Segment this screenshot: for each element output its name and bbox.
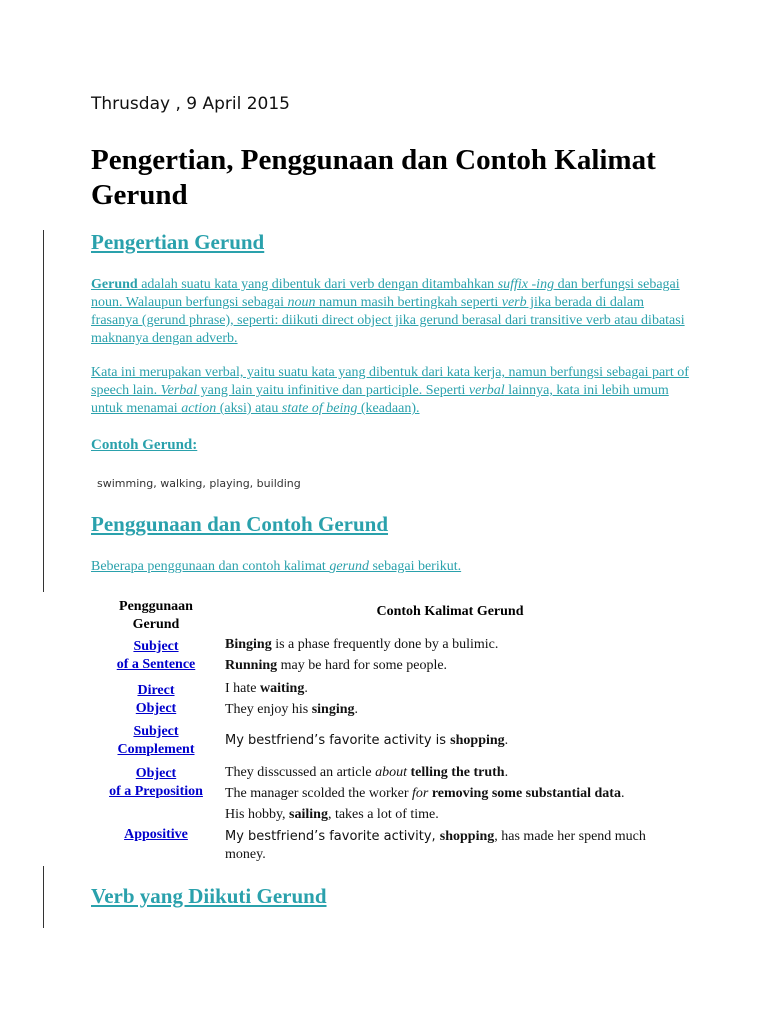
example-sentence bbox=[225, 785, 665, 803]
usage-link-subject-of-sentence[interactable] bbox=[96, 638, 216, 674]
usage-link-object-of-preposition[interactable] bbox=[96, 765, 216, 801]
text: sebagai berikut. bbox=[368, 559, 462, 574]
text: The manager scolded the worker bbox=[225, 786, 412, 801]
text: . bbox=[304, 681, 308, 696]
italic-term: suffix -ing bbox=[497, 277, 555, 292]
margin-change-bar bbox=[43, 230, 44, 592]
usage-line: of a Preposition bbox=[109, 784, 203, 799]
bold-term: Gerund bbox=[91, 277, 138, 292]
text: Kata ini merupakan verbal, yaitu suatu kata yang dibentuk dari kata kerja, namun berfungsi sebagai part of speech lain. bbox=[91, 365, 689, 398]
italic-term: verb bbox=[501, 295, 527, 310]
text: . bbox=[504, 765, 509, 780]
gerund-bold: Binging bbox=[225, 637, 272, 652]
text: His hobby, bbox=[225, 807, 290, 822]
text: (aksi) atau bbox=[216, 401, 282, 416]
example-sentence bbox=[225, 680, 665, 698]
gerund-bold: sailing bbox=[289, 807, 328, 822]
text: . bbox=[504, 733, 509, 748]
gerund-bold: waiting bbox=[259, 681, 305, 696]
table-header-examples: Contoh Kalimat Gerund bbox=[376, 604, 524, 619]
gerund-bold: shopping bbox=[439, 829, 495, 844]
text: , takes a lot of time. bbox=[327, 807, 439, 822]
text: yang lain yaitu infinitive dan participle. Seperti bbox=[197, 383, 469, 398]
italic-term: state of being bbox=[281, 401, 358, 416]
usage-link-appositive[interactable] bbox=[96, 826, 216, 844]
text: namun masih bertingkah seperti bbox=[315, 295, 502, 310]
italic-term: Verbal bbox=[160, 383, 198, 398]
gerund-bold: telling the truth bbox=[410, 765, 505, 780]
example-sentence bbox=[225, 657, 665, 675]
post-date: Thrusday , 9 April 2015 bbox=[91, 94, 291, 114]
example-sentence bbox=[225, 636, 665, 654]
example-sentence bbox=[225, 732, 665, 750]
example-sentence bbox=[225, 764, 665, 782]
section-heading-pengertian[interactable]: Pengertian Gerund bbox=[91, 230, 265, 254]
text: jika berada di dalam frasanya (gerund phrase), seperti: diikuti direct object jika gerund berasal dari transitive verb atau dibatasi maknanya dengan adverb. bbox=[91, 295, 685, 346]
usage-line: Subject bbox=[133, 639, 179, 654]
gerund-bold: singing bbox=[311, 702, 355, 717]
margin-change-bar bbox=[43, 866, 44, 928]
header-line: Gerund bbox=[132, 617, 180, 632]
text: They enjoy his bbox=[225, 702, 312, 717]
usage-link-direct-object[interactable] bbox=[96, 682, 216, 718]
text: . bbox=[620, 786, 625, 801]
paragraph-verbal[interactable] bbox=[91, 364, 691, 418]
usage-line: Object bbox=[135, 766, 177, 781]
header-line: Penggunaan bbox=[119, 599, 193, 614]
italic-term: verbal bbox=[468, 383, 505, 398]
usage-line: Object bbox=[135, 701, 177, 716]
usage-line: Subject bbox=[133, 724, 179, 739]
table-header-usage bbox=[110, 598, 202, 634]
example-sentence bbox=[225, 806, 665, 824]
gerund-examples: swimming, walking, playing, building bbox=[97, 477, 301, 490]
contoh-gerund-heading[interactable]: Contoh Gerund: bbox=[91, 437, 198, 453]
text: They disscussed an article bbox=[225, 765, 376, 780]
italic-term: action bbox=[181, 401, 217, 416]
example-sentence bbox=[225, 701, 665, 719]
section-heading-verb-gerund[interactable]: Verb yang Diikuti Gerund bbox=[91, 884, 327, 908]
text: is a phase frequently done by a bulimic. bbox=[271, 637, 499, 652]
usage-line: Complement bbox=[117, 742, 195, 757]
text: My bestfriend’s favorite activity is bbox=[225, 733, 451, 748]
preposition-italic: for bbox=[411, 786, 429, 801]
text: (keadaan). bbox=[357, 401, 420, 416]
example-sentence bbox=[225, 828, 665, 864]
text: I hate bbox=[225, 681, 260, 696]
italic-term: noun bbox=[287, 295, 316, 310]
section-heading-penggunaan[interactable]: Penggunaan dan Contoh Gerund bbox=[91, 512, 389, 536]
text: lainnya, kata ini lebih umum untuk menamai bbox=[91, 383, 669, 416]
text: adalah suatu kata yang dibentuk dari verb dengan ditambahkan bbox=[137, 277, 498, 292]
usage-line: of a Sentence bbox=[116, 657, 196, 672]
text: , has made her spend much money. bbox=[225, 829, 646, 862]
gerund-bold: removing some substantial data bbox=[431, 786, 621, 801]
paragraph-intro[interactable] bbox=[91, 558, 691, 576]
text: . bbox=[354, 702, 359, 717]
italic-term: gerund bbox=[329, 559, 369, 574]
text: My bestfriend’s favorite activity, bbox=[225, 829, 440, 844]
preposition-italic: about bbox=[375, 765, 407, 780]
usage-line: Appositive bbox=[124, 827, 188, 842]
paragraph-gerund-definition[interactable] bbox=[91, 276, 691, 348]
usage-link-subject-complement[interactable] bbox=[96, 723, 216, 759]
usage-line: Direct bbox=[137, 683, 175, 698]
text: may be hard for some people. bbox=[277, 658, 448, 673]
gerund-bold: shopping bbox=[450, 733, 505, 748]
page-title: Pengertian, Penggunaan dan Contoh Kalimat Gerund bbox=[91, 144, 656, 211]
text: dan berfungsi sebagai noun. Walaupun berfungsi sebagai bbox=[91, 277, 680, 310]
text: Beberapa penggunaan dan contoh kalimat bbox=[91, 559, 330, 574]
gerund-bold: Running bbox=[225, 658, 278, 673]
